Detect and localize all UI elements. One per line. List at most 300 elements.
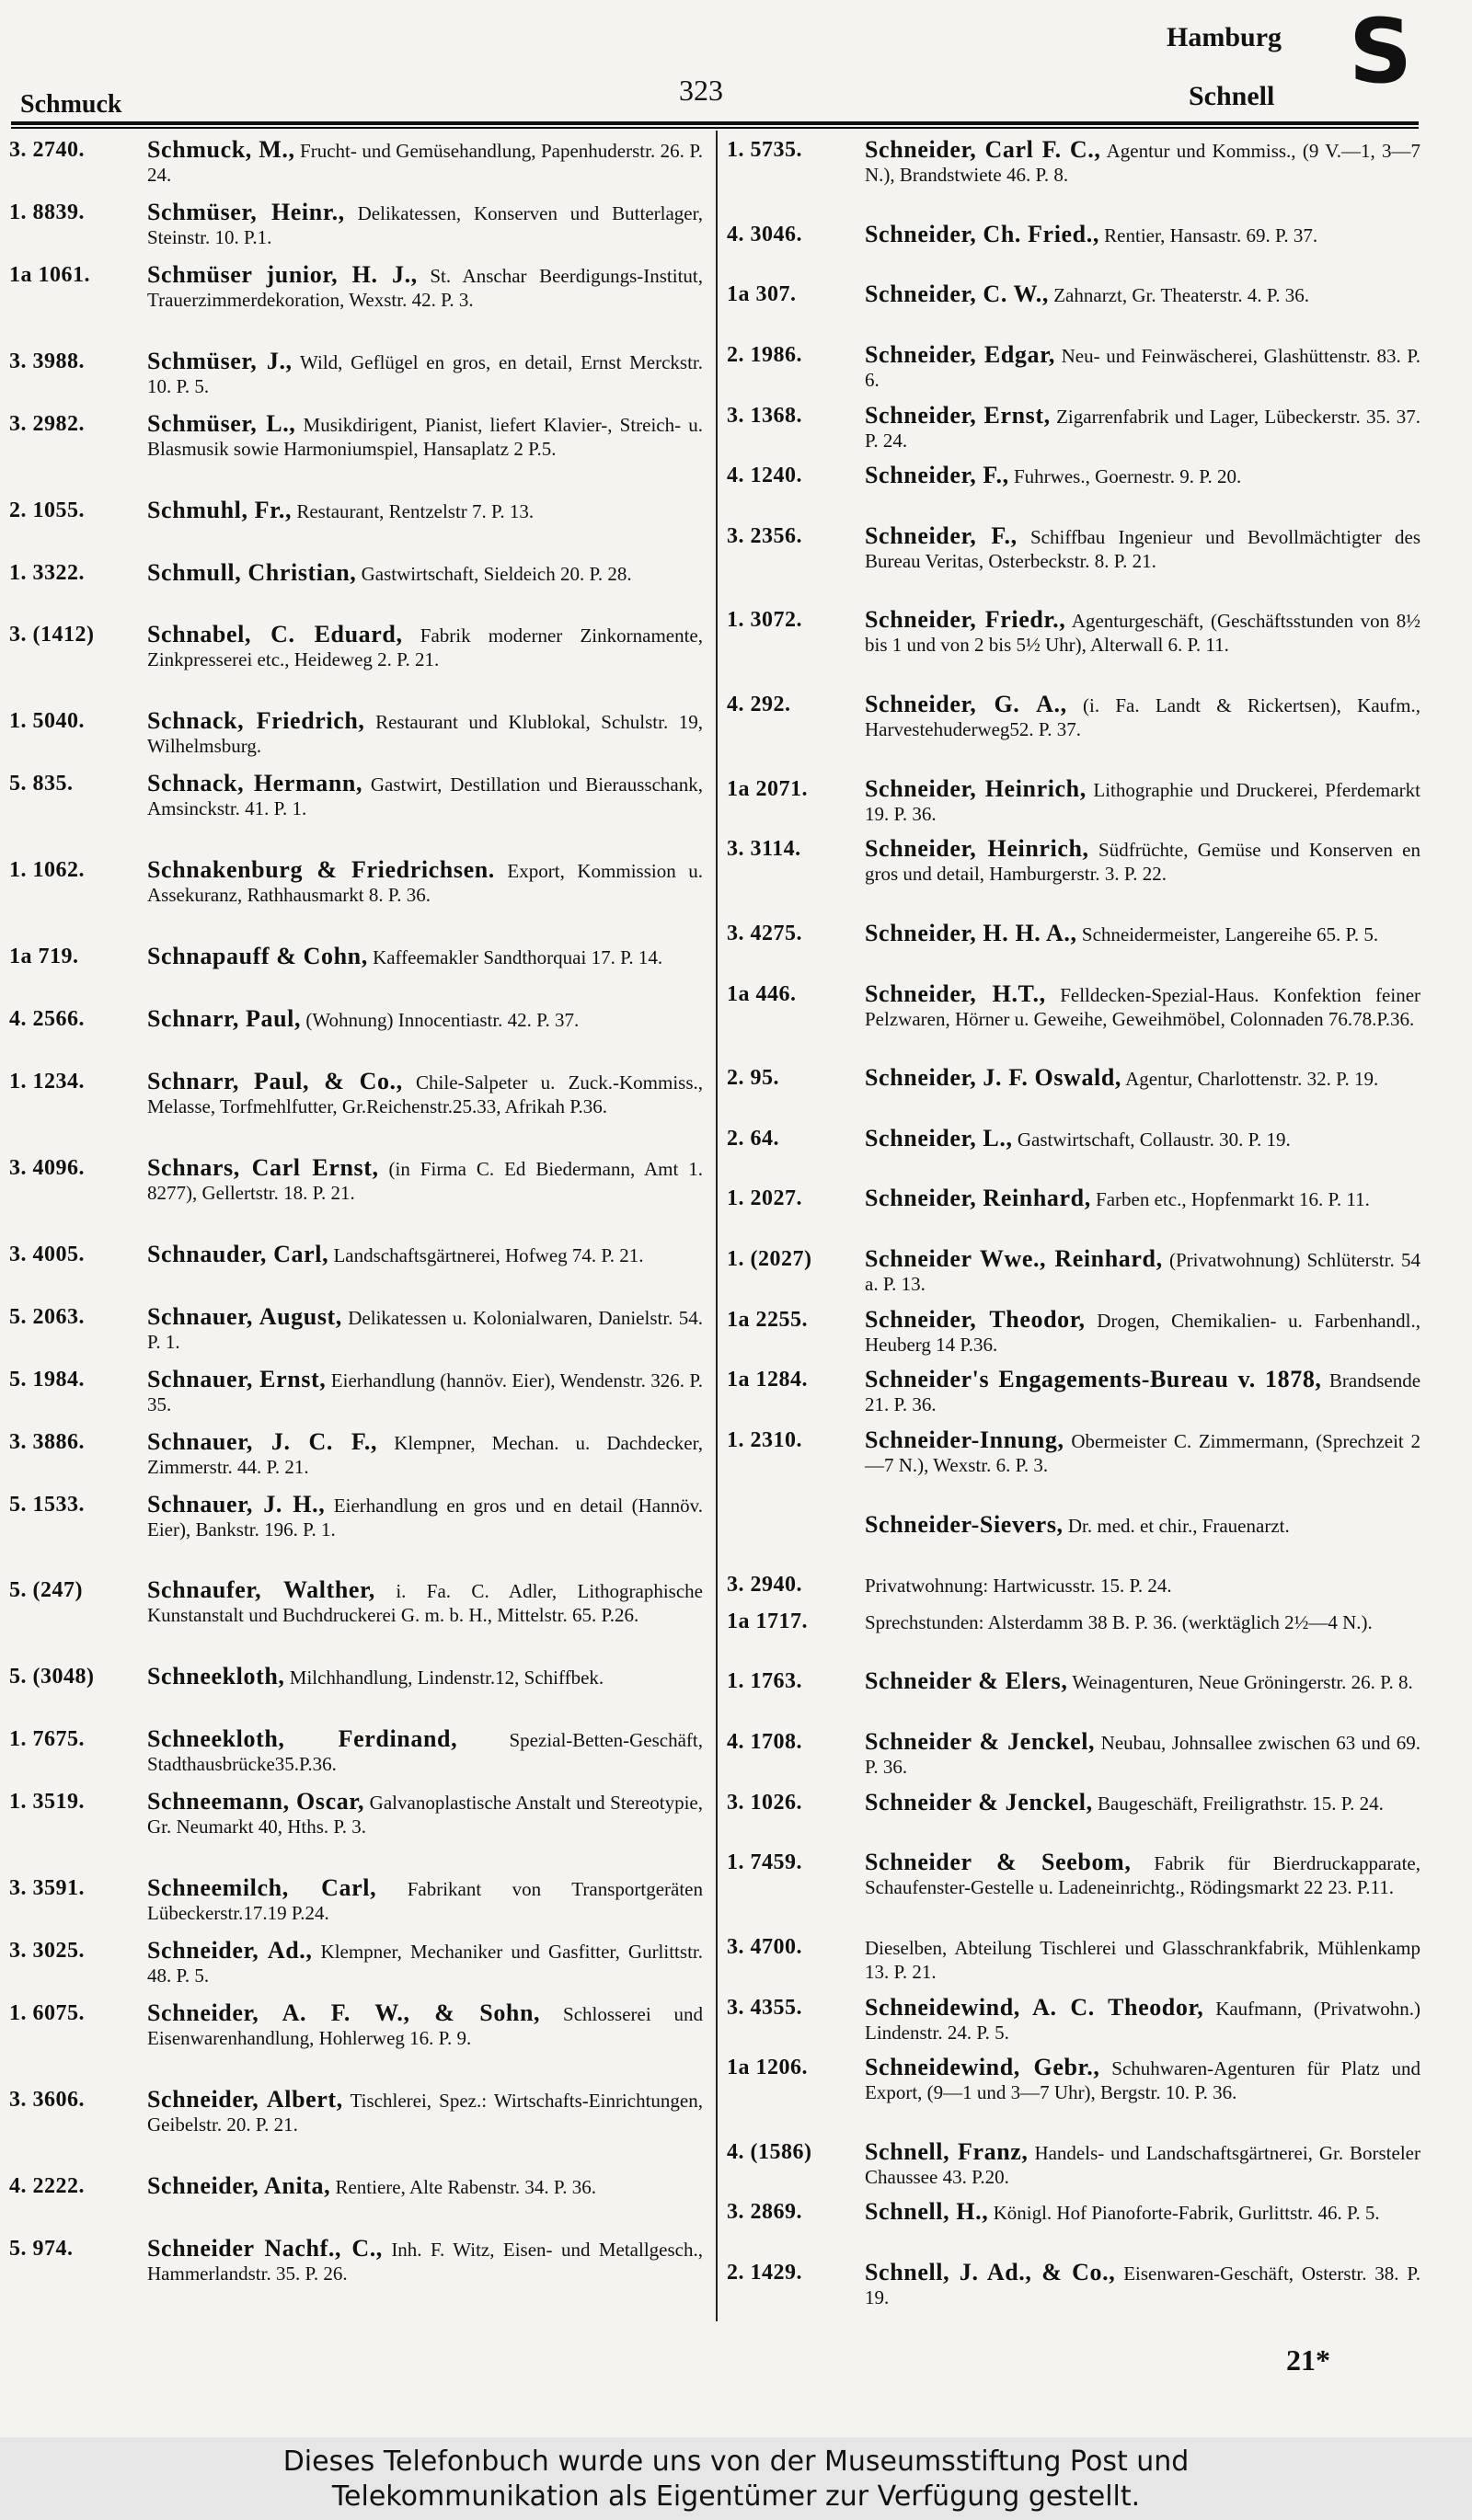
phone-number: 3. 2869. (727, 2200, 802, 2225)
phone-number: 3. 3886. (9, 1429, 85, 1454)
phone-number: 1a 2255. (727, 1307, 808, 1332)
entry-details: Schiffbau Ingenieur und Bevollmächtigter des Bureau Veritas, Osterbeckstr. 8. P. 21. (865, 525, 1420, 572)
subscriber-name: Schmuhl, Fr., (147, 496, 293, 523)
phone-number: 1a 719. (9, 945, 79, 969)
directory-entry (727, 919, 1426, 969)
entry-details: Eierhandlung en gros und en detail (Hannöv. Eier), Bankstr. 196. P. 1. (147, 1494, 704, 1541)
entry-body (865, 1788, 1426, 1816)
phone-number: 3. 4096. (9, 1155, 85, 1180)
entry-body (147, 1876, 708, 1925)
entry-body (865, 1186, 1426, 1211)
entry-body (147, 623, 708, 671)
phone-number: 1. 2027. (727, 1186, 802, 1211)
entry-details: Musikdirigent, Pianist, liefert Klavier-, Streich- u. Blasmusik sowie Harmoniumspiel, Hansaplatz 2 P.5. (147, 413, 703, 460)
entry-details: Südfrüchte, Gemüse und Konserven en gros und detail, Hamburgerstr. 3. P. 22. (865, 839, 1421, 886)
phone-number: 1. 2310. (727, 1427, 802, 1452)
subscriber-name: Schneemann, Oscar, (147, 1788, 365, 1816)
entry-body (865, 2137, 1426, 2189)
subscriber-name: Schneider, Edgar, (865, 340, 1055, 368)
subscriber-name: Schneider, Ch. Fried., (865, 220, 1099, 247)
ownership-notice (0, 2437, 1472, 2520)
directory-entry (9, 558, 708, 609)
directory-entry (727, 1124, 1426, 1174)
entry-details: Fabrik für Bierdruckapparate, Schaufenster-Gestelle u. Ladeneinrichtg., Rödingsmarkt 22 23. P.11. (865, 1852, 1420, 1899)
subscriber-name: Schneider, Theodor, (865, 1305, 1086, 1333)
entry-details: Restaurant, Rentzelstr 7. P. 13. (296, 499, 535, 522)
phone-number: 1. 1763. (727, 1669, 802, 1694)
entry-body (147, 1153, 708, 1205)
entry-details: Dieselben, Abteilung Tischlerei und Glasschrankfabrik, Mühlenkamp 13. P. 21. (865, 1936, 1420, 1983)
directory-entry (727, 1850, 1426, 1922)
entry-body (147, 1578, 708, 1627)
subscriber-name: Schneider, Ad., (147, 1937, 313, 1964)
phone-number: 1. 5735. (727, 138, 802, 162)
directory-entry (727, 1186, 1426, 1234)
directory-entry (727, 608, 1426, 680)
header-rule (11, 121, 1419, 125)
sheet-signature: 21* (1286, 2343, 1330, 2377)
header-right-word: Schnell (1189, 81, 1275, 111)
phone-number: 1. 7675. (9, 1727, 85, 1752)
directory-entry (9, 623, 708, 694)
entry-details: Fabrikant von Transportgeräten Lübeckerstr.17.19 P.24. (147, 1878, 703, 1925)
page-header (0, 0, 1472, 129)
entry-details: Baugeschäft, Freiligrathstr. 15. P. 24. (1097, 1792, 1384, 1815)
entry-body (147, 1790, 708, 1838)
subscriber-name: Schnauer, August, (147, 1302, 342, 1330)
subscriber-name: Schnack, Friedrich, (147, 707, 365, 735)
directory-entry (9, 200, 708, 248)
entry-details: Rentier, Hansastr. 69. P. 37. (1104, 223, 1318, 246)
phone-number: 2. 1055. (9, 498, 85, 522)
entry-body (865, 401, 1426, 452)
directory-entry (727, 2261, 1426, 2308)
directory-entry (727, 521, 1426, 596)
entry-body (865, 220, 1426, 247)
directory-entry (9, 1067, 708, 1141)
entry-body (865, 1730, 1426, 1779)
entry-details: Königl. Hof Pianoforte-Fabrik, Gurlittstr. 46. P. 5. (993, 2202, 1380, 2225)
phone-number: 1. 3072. (727, 608, 802, 633)
directory-entry (9, 1240, 708, 1290)
entry-body (865, 979, 1426, 1031)
phone-number: 1. 3322. (9, 560, 85, 585)
phone-number: 5. 835. (9, 772, 74, 796)
directory-entry (9, 772, 708, 843)
entry-body (865, 774, 1426, 826)
entry-details: Wild, Geflügel en gros, en detail, Ernst Merckstr. 10. P. 5. (147, 350, 704, 397)
subscriber-name: Schneider-Sievers, (865, 1510, 1064, 1538)
entry-details: Drogen, Chemikalien- u. Farbenhandl., Heuberg 14 P.36. (865, 1309, 1421, 1356)
subscriber-name: Schnauer, J. C. F., (147, 1427, 378, 1455)
subscriber-name: Schneider, Carl F. C., (865, 136, 1101, 163)
header-left-word: Schmuck (20, 90, 122, 119)
entry-body (865, 1935, 1426, 1984)
left-column (9, 138, 708, 2308)
directory-entry (727, 1573, 1426, 1597)
phone-number: 3. (1412) (9, 623, 95, 647)
subscriber-name: Schnauder, Carl, (147, 1240, 329, 1267)
entry-details: Fuhrwes., Goernestr. 9. P. 20. (1013, 465, 1242, 488)
subscriber-name: Schneider-Innung, (865, 1426, 1064, 1453)
subscriber-name: Schmüser junior, H. J., (147, 260, 418, 288)
subscriber-name: Schneider, A. F. W., & Sohn, (147, 1999, 541, 2026)
directory-entry (9, 260, 708, 335)
phone-number: 3. 2982. (9, 411, 85, 436)
entry-body (147, 498, 708, 523)
entry-body (865, 340, 1426, 392)
entry-body (147, 260, 708, 312)
phone-number: 1a 1206. (727, 2056, 808, 2080)
directory-entry (9, 2234, 708, 2308)
phone-number: 1. 3519. (9, 1790, 85, 1815)
entry-details: Gastwirtschaft, Sieldeich 20. P. 28. (361, 562, 632, 585)
directory-entry (727, 1609, 1426, 1657)
directory-entry (9, 2171, 708, 2222)
entry-details: Fabrik moderner Zinkornamente, Zinkpresserei etc., Heideweg 2. P. 21. (147, 624, 704, 671)
entry-body (865, 1368, 1426, 1416)
phone-number: 2. 95. (727, 1066, 779, 1091)
entry-details: Frucht- und Gemüsehandlung, Papenhuderstr. 26. P. 24. (147, 140, 704, 186)
notice-line-1: Dieses Telefonbuch wurde uns von der Museumsstiftung Post und (282, 2446, 1190, 2478)
directory-entry (9, 349, 708, 397)
subscriber-name: Schneider, Heinrich, (865, 835, 1089, 863)
entry-body (865, 282, 1426, 307)
entry-details: Delikatessen, Konserven und Butterlager, Steinstr. 10. P.1. (147, 201, 704, 248)
subscriber-name: Schmüser, L., (147, 409, 296, 437)
phone-number: 3. 2740. (9, 138, 85, 162)
entry-details: (Wohnung) Innocentiastr. 42. P. 37. (305, 1009, 580, 1032)
directory-entry (727, 401, 1426, 452)
entry-details: Neubau, Johnsallee zwischen 63 und 69. P. 36. (865, 1732, 1421, 1778)
subscriber-name: Schnauer, J. H., (147, 1490, 326, 1518)
subscriber-name: Schnauer, Ernst, (147, 1365, 327, 1392)
entry-body (865, 1247, 1426, 1296)
phone-number: 4. 2566. (9, 1007, 85, 1032)
subscriber-name: Schneider & Jenckel, (865, 1788, 1093, 1816)
entry-body (147, 1240, 708, 1267)
directory-entry (9, 1665, 708, 1712)
entry-details: Farben etc., Hopfenmarkt 16. P. 11. (1096, 1188, 1370, 1211)
entry-body (147, 1665, 708, 1690)
directory-entry (9, 1939, 708, 1987)
entry-body (865, 2200, 1426, 2225)
subscriber-name: Schmüser, Heinr., (147, 198, 345, 225)
directory-entry (727, 774, 1426, 825)
directory-entry (727, 1428, 1426, 1500)
directory-entry (9, 1578, 708, 1650)
entry-details: Agentur und Kommiss., (9 V.—1, 3—7 N.), Brandstwiete 46. P. 8. (865, 140, 1420, 186)
subscriber-name: Schneider, Friedr., (865, 606, 1066, 634)
directory-entry (9, 409, 708, 484)
entry-details: Restaurant und Klublokal, Schulstr. 19, Wilhelmsburg. (147, 711, 703, 758)
entry-body (147, 1939, 708, 1987)
subscriber-name: Schnarr, Paul, & Co., (147, 1067, 403, 1094)
directory-entry (9, 2085, 708, 2159)
subscriber-name: Schneider & Seebom, (865, 1849, 1132, 1876)
entry-details: Klempner, Mechan. u. Dachdecker, Zimmerstr. 44. P. 21. (147, 1431, 704, 1478)
header-city: Hamburg (1167, 22, 1282, 52)
entry-details: Zahnarzt, Gr. Theaterstr. 4. P. 36. (1053, 284, 1310, 307)
directory-entry (727, 220, 1426, 270)
directory-entry (727, 1510, 1426, 1561)
page-number: 323 (679, 74, 723, 107)
subscriber-name: Schneidewind, A. C. Theodor, (865, 1993, 1204, 2021)
entry-body (147, 2085, 708, 2136)
subscriber-name: Schneider's Engagements-Bureau v. 1878, (865, 1366, 1322, 1393)
phone-number: 3. 3025. (9, 1939, 85, 1964)
directory-entry (727, 1788, 1426, 1838)
entry-body (147, 558, 708, 586)
phone-number: 1. 8839. (9, 200, 85, 224)
column-divider (716, 131, 718, 2321)
directory-entry (9, 709, 708, 757)
subscriber-name: Schneider, Anita, (147, 2171, 331, 2199)
subscriber-name: Schneider, C. W., (865, 281, 1049, 308)
phone-number: 3. 1026. (727, 1790, 802, 1815)
header-rule-thin (11, 127, 1419, 129)
subscriber-name: Schmüser, J., (147, 347, 293, 374)
directory-entry (9, 1790, 708, 1861)
phone-number: 1a 1717. (727, 1609, 808, 1633)
phone-number: 1a 1061. (9, 262, 90, 287)
right-column (727, 138, 1426, 2308)
directory-entry (9, 1490, 708, 1564)
subscriber-name: Schnack, Hermann, (147, 770, 363, 797)
subscriber-name: Schneider, F., (865, 521, 1018, 549)
directory-entry (9, 498, 708, 546)
entry-body (147, 2171, 708, 2199)
phone-number: 3. 1368. (727, 403, 802, 428)
directory-entry (9, 1007, 708, 1055)
entry-body (147, 858, 708, 907)
entry-body (865, 1993, 1426, 2045)
entry-body (147, 1490, 708, 1541)
entry-details: Eisenwaren-Geschäft, Osterstr. 38. P. 19. (865, 2262, 1421, 2308)
subscriber-name: Schnars, Carl Ernst, (147, 1153, 379, 1181)
subscriber-name: Schnell, H., (865, 2198, 989, 2226)
directory-entry (727, 1730, 1426, 1778)
entry-body (147, 349, 708, 398)
entry-details: Spezial-Betten-Geschäft, Stadthausbrücke35.P.36. (147, 1729, 703, 1776)
entry-body (865, 1510, 1426, 1538)
entry-details: Galvanoplastische Anstalt und Stereotypie, Gr. Neumarkt 40, Hths. P. 3. (147, 1792, 704, 1838)
directory-entry (727, 2200, 1426, 2248)
entry-details: Weinagenturen, Neue Gröningerstr. 26. P. 8. (1072, 1671, 1413, 1694)
entry-body (865, 1573, 1426, 1598)
entry-details: i. Fa. C. Adler, Lithographische Kunstanstalt und Buchdruckerei G. m. b. H., Mittelstr. 65. P.26. (147, 1580, 704, 1627)
entry-details: Eierhandlung (hannöv. Eier), Wendenstr. 326. P. 35. (147, 1369, 703, 1415)
phone-number: 4. 2222. (9, 2173, 85, 2198)
phone-number: 1a 1284. (727, 1368, 808, 1392)
phone-number: 5. 2063. (9, 1304, 85, 1329)
entry-body (865, 138, 1426, 187)
phone-number: 1. 5040. (9, 709, 85, 734)
phone-number: 3. 4700. (727, 1934, 802, 1959)
entry-body (147, 2234, 708, 2285)
subscriber-name: Schneekloth, Ferdinand, (147, 1725, 458, 1753)
entry-details: Agentur, Charlottenstr. 32. P. 19. (1125, 1068, 1379, 1091)
directory-entry (727, 138, 1426, 210)
entry-details: Gastwirtschaft, Collaustr. 30. P. 19. (1017, 1128, 1291, 1151)
directory-entry (727, 2056, 1426, 2127)
directory-entry (727, 464, 1426, 511)
directory-entry (9, 2001, 708, 2073)
phone-number: 3. 3988. (9, 349, 85, 373)
subscriber-name: Schneider, Reinhard, (865, 1185, 1091, 1212)
entry-body (147, 2001, 708, 2050)
directory-entry (727, 1247, 1426, 1295)
entry-body (865, 919, 1426, 946)
subscriber-name: Schneider, Albert, (147, 2085, 343, 2113)
directory-entry (9, 1153, 708, 1228)
subscriber-name: Schmull, Christian, (147, 558, 357, 586)
phone-number: 5. (247) (9, 1578, 83, 1603)
phone-number: 1a 446. (727, 981, 797, 1006)
phone-number: 5. 1533. (9, 1492, 85, 1517)
entry-details: Dr. med. et chir., Frauenarzt. (1067, 1514, 1290, 1537)
phone-number: 3. 4005. (9, 1242, 85, 1266)
subscriber-name: Schneidewind, Gebr., (865, 2054, 1100, 2081)
entry-body (147, 1067, 708, 1118)
entry-body (865, 837, 1426, 886)
directory-entry (9, 1365, 708, 1415)
phone-number: 3. 4355. (727, 1995, 802, 2020)
subscriber-name: Schnell, Franz, (865, 2137, 1029, 2165)
entry-body (147, 1727, 708, 1776)
phone-number: 3. 3114. (727, 837, 801, 862)
entry-details: Obermeister C. Zimmermann, (Sprechzeit 2—7 N.), Wexstr. 6. P. 3. (865, 1429, 1421, 1476)
directory-entry (9, 1727, 708, 1775)
entry-body (865, 693, 1426, 741)
entry-body (865, 608, 1426, 657)
phone-number: 2. 64. (727, 1126, 779, 1151)
entry-details: Export, Kommission u. Assekuranz, Rathhausmarkt 8. P. 36. (147, 860, 703, 907)
directory-entry (727, 693, 1426, 764)
entry-details: Sprechstunden: Alsterdamm 38 B. P. 36. (werktäglich 2½—4 N.). (865, 1610, 1373, 1633)
subscriber-name: Schneider & Jenckel, (865, 1728, 1096, 1755)
directory-entry (727, 1066, 1426, 1114)
entry-body (865, 1124, 1426, 1151)
entry-body (865, 464, 1426, 488)
directory-entry (727, 2137, 1426, 2188)
entry-body (865, 2261, 1426, 2309)
directory-entry (9, 1427, 708, 1478)
phone-number: 4. 1240. (727, 464, 802, 488)
subscriber-name: Schneider, F., (865, 462, 1009, 489)
phone-number: 1a 307. (727, 282, 797, 307)
subscriber-name: Schneider, H.T., (865, 979, 1046, 1007)
subscriber-name: Schnarr, Paul, (147, 1005, 302, 1033)
entry-body (865, 1669, 1426, 1694)
entry-body (147, 1427, 708, 1479)
entry-details: Schneidermeister, Langereihe 65. P. 5. (1081, 922, 1379, 945)
phone-number: 4. 292. (727, 693, 791, 716)
directory-entry (9, 1302, 708, 1353)
subscriber-name: Schnaufer, Walther, (147, 1576, 375, 1604)
entry-body (865, 1305, 1426, 1357)
directory-entry (727, 1993, 1426, 2044)
subscriber-name: Schnapauff & Cohn, (147, 943, 368, 970)
entry-details: (i. Fa. Landt & Rickertsen), Kaufm., Harvestehuderweg52. P. 37. (865, 694, 1420, 740)
entry-details: Gastwirt, Destillation und Bierausschank, Amsinckstr. 41. P. 1. (147, 773, 703, 820)
directory-entry (9, 1876, 708, 1924)
phone-number: 1a 2071. (727, 776, 808, 801)
phone-number: 3. 2356. (727, 523, 802, 548)
subscriber-name: Schneider, Heinrich, (865, 774, 1087, 802)
subscriber-name: Schneekloth, (147, 1663, 285, 1690)
entry-body (147, 772, 708, 820)
entry-details: Kaufmann, (Privatwohn.) Lindenstr. 24. P. 5. (865, 1997, 1420, 2044)
entry-body (147, 409, 708, 461)
phone-number: 4. 3046. (727, 222, 802, 246)
entry-details: Handels- und Landschaftsgärtnerei, Gr. Borsteler Chaussee 43. P.20. (865, 2141, 1420, 2188)
subscriber-name: Schneider, G. A., (865, 691, 1067, 717)
subscriber-name: Schneider & Elers, (865, 1667, 1068, 1695)
phone-number: 1. 1062. (9, 858, 85, 883)
directory-entry (9, 858, 708, 930)
entry-details: Rentiere, Alte Rabenstr. 34. P. 36. (335, 2175, 596, 2198)
entry-body (147, 138, 708, 187)
subscriber-name: Schneider Wwe., Reinhard, (865, 1245, 1163, 1272)
entry-details: Agenturgeschäft, (Geschäftsstunden von 8½ bis 1 und von 2 bis 5½ Uhr), Alterwall 6. P. 11. (865, 610, 1420, 657)
phone-number: 3. 4275. (727, 921, 802, 945)
entry-details: Zigarrenfabrik und Lager, Lübeckerstr. 35. 37. P. 24. (865, 405, 1420, 452)
phone-number: 5. (3048) (9, 1665, 95, 1690)
entry-body (865, 1428, 1426, 1477)
entry-details: Landschaftsgärtnerei, Hofweg 74. P. 21. (333, 1243, 644, 1266)
directory-entry (9, 945, 708, 992)
directory-entry (727, 1368, 1426, 1415)
entry-details: Felldecken-Spezial-Haus. Konfektion feiner Pelzwaren, Hörner u. Geweihe, Geweihmöbel, Colonnaden 76.78.P.36. (865, 983, 1421, 1030)
phone-number: 1. 7459. (727, 1850, 802, 1875)
entry-details: Klempner, Mechaniker und Gasfitter, Gurlittstr. 48. P. 5. (147, 1941, 703, 1987)
entry-details: Milchhandlung, Lindenstr.12, Schiffbek. (289, 1667, 604, 1690)
entry-details: Schuhwaren-Agenturen für Platz und Export, (9—1 und 3—7 Uhr), Bergstr. 10. P. 36. (865, 2057, 1421, 2104)
phone-number: 1. 6075. (9, 2000, 85, 2025)
notice-line-2: Telekommunikation als Eigentümer zur Verfügung gestellt. (331, 2480, 1141, 2513)
entry-details: Kaffeemakler Sandthorquai 17. P. 14. (373, 946, 663, 969)
entry-details: Brandsende 21. P. 36. (865, 1369, 1421, 1416)
phone-number: 3. 2940. (727, 1573, 802, 1598)
entry-body (865, 1850, 1426, 1899)
subscriber-name: Schneider, L., (865, 1124, 1013, 1151)
entry-details: Inh. F. Witz, Eisen- und Metallgesch., Hammerlandstr. 35. P. 26. (147, 2238, 703, 2285)
phone-number: 2. 1986. (727, 342, 802, 367)
entry-body (147, 1365, 708, 1416)
entry-body (147, 945, 708, 969)
phone-number: 1. 1234. (9, 1069, 85, 1094)
directory-entry (9, 138, 708, 186)
entry-details: (in Firma C. Ed Biedermann, Amt 1. 8277), Gellertstr. 18. P. 21. (147, 1157, 704, 1204)
subscriber-name: Schneider Nachf., C., (147, 2234, 383, 2262)
subscriber-name: Schnabel, C. Eduard, (147, 621, 403, 648)
subscriber-name: Schneemilch, Carl, (147, 1874, 377, 1902)
subscriber-name: Schneider, J. F. Oswald, (865, 1064, 1122, 1092)
entry-details: Lithographie und Druckerei, Pferdemarkt 19. P. 36. (865, 778, 1420, 825)
directory-entry (727, 1305, 1426, 1356)
entry-details: (Privatwohnung) Schlüterstr. 54 a. P. 13. (865, 1249, 1421, 1295)
entry-details: Schlosserei und Eisenwarenhandlung, Hohlerweg 16. P. 9. (147, 2002, 704, 2049)
phone-number: 3. 3606. (9, 2087, 85, 2112)
entry-details: St. Anschar Beerdigungs-Institut, Trauerzimmerdekoration, Wexstr. 42. P. 3. (147, 264, 703, 311)
subscriber-name: Schmuck, M., (147, 136, 295, 163)
subscriber-name: Schneider, Ernst, (865, 401, 1051, 429)
directory-entry (727, 282, 1426, 330)
subscriber-name: Schnakenburg & Friedrichsen. (147, 856, 495, 884)
entry-details: Neu- und Feinwäscherei, Glashüttenstr. 83. P. 6. (865, 344, 1420, 391)
entry-body (865, 1609, 1426, 1634)
